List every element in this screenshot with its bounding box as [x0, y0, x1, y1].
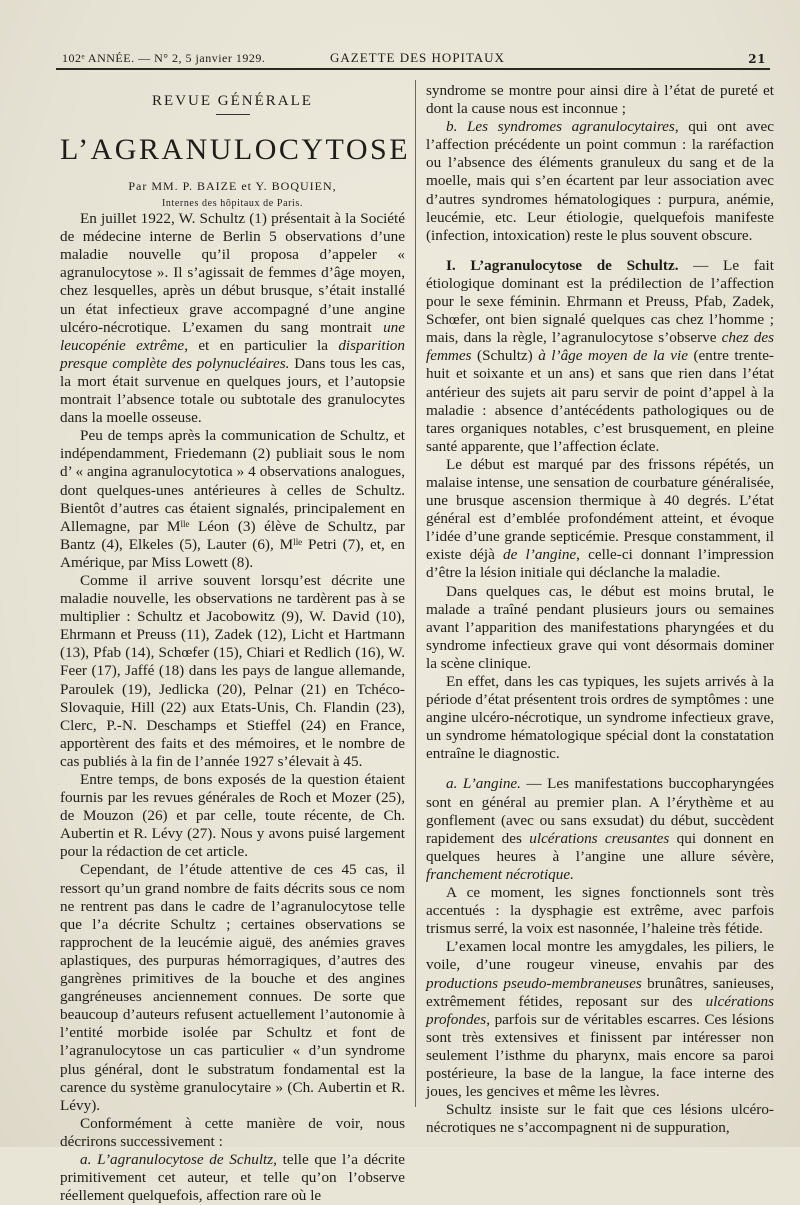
page-number: 21 — [748, 52, 766, 66]
paragraph: L’examen local montre les amygdales, les piliers, le voile, d’une rougeur vineuse, envahis par des productions pseudo-membraneuses brunâtres, sanieuses, extrêmement fétides, reposant sur des ulcérations profondes, parfois sur de véritables escarres. Ces lésions sont très extensives et finissent par intéresser non seulement l’isthme du pharynx, mais encore sa paroi postérieure, la base de la langue, la face interne des joues, les gencives et même les lèvres. — [426, 938, 774, 1101]
issue-info: 102ᵉ ANNÉE. — N° 2, 5 janvier 1929. — [62, 51, 266, 65]
author-affiliation: Internes des hôpitaux de Paris. — [161, 198, 304, 210]
section-rubric: REVUE GÉNÉRALE — [152, 93, 313, 109]
paragraph: Dans quelques cas, le début est moins brutal, le malade a traîné pendant plusieurs jours ou semaines avant l’apparition des manifestations pharyngées et du syndrome infectieux grave qui vont désormais dominer la scène clinique. — [426, 582, 774, 672]
rubric-dash — [216, 114, 250, 115]
column-divider — [415, 80, 416, 1107]
paragraph: A ce moment, les signes fonctionnels sont très accentués : la dysphagie est extrême, avec parfois trismus serré, la voix est nasonnée, l’haleine très fétide. — [426, 884, 774, 938]
paragraph: a. L’angine. — Les manifestations buccopharyngées sont en général au premier plan. A l’érythème et au gonflement (avec ou sans exsudat) du début, succèdent rapidement des ulcérations creusantes qui donnent en quelques heures à l’angine une allure sévère, franchement nécrotique. — [426, 775, 775, 883]
paragraph: b. Les syndromes agranulocytaires, qui ont avec l’affection précédente un point commun : la raréfaction ou l’absence des éléments granuleux du sang et de la moelle, mais qui s’en écartent par leur association avec d’autres syndromes hématologiques : purpura, anémie, leucémie, etc. Leur étiologie, quelquefois manifeste (infection, intoxication) reste le plus souvent obscure. — [426, 118, 774, 244]
header-rule — [56, 68, 770, 70]
paragraph: En juillet 1922, W. Schultz (1) présentait à la Société de médecine interne de Berlin 5 observations d’une maladie nouvelle qu’il proposa d’appeler « agranulocytose ». Il s’agissait de femmes d’âge moyen, chez lesquelles, après un début brusque, s’était installé un état infectieux grave accompagné d’une angine ulcéro-nécrotique. L’examen du sang montrait une leucopénie extrême, et en particulier la disparition presque complète des polynucléaires. Dans tous les cas, la mort était survenue en quelques jours, et l’autopsie montrait l’absence totale ou subtotale des granulocytes dans la moelle osseuse. — [60, 210, 405, 427]
section-gap — [426, 763, 774, 775]
article-title: L’AGRANULOCYTOSE — [60, 133, 411, 167]
section-gap — [426, 245, 774, 257]
paragraph: Entre temps, de bons exposés de la question étaient fournis par les revues générales de Roch et Mozer (25), de Mouzon (26) et par celle, toute récente, de Ch. Aubertin et R. Lévy (27). Nous y avons puisé largement pour la rédaction de cet article. — [60, 771, 405, 861]
paragraph: a. L’agranulocytose de Schultz, telle que l’a décrite primitivement cet auteur, et telle qu’on l’observe réellement quelquefois, affection rare où le — [60, 1150, 406, 1205]
article-authors: Par MM. P. BAIZE et Y. BOQUIEN, — [128, 179, 337, 194]
running-header — [62, 44, 766, 66]
paragraph: I. L’agranulocytose de Schultz. — Le fait étiologique dominant est la prédilection de l’affection pour le sexe féminin. Ehrmann et Preuss, Pfab, Zadek, Schœfer, ont bien signalé quelques cas chez l’homme ; mais, dans la règle, l’agranulocytose s’observe chez des femmes (Schultz) à l’âge moyen de la vie (entre trente-huit et soixante et un ans) et sans que rien dans l’état antérieur des sujets ait paru servir de point d’appel à la maladie : absence d’antécédents pathologiques ou de tares organiques notables, c’est brusquement, en pleine santé apparente, que l’affection éclate. — [426, 256, 775, 455]
paragraph: Cependant, de l’étude attentive de ces 45 cas, il ressort qu’un grand nombre de faits décrits sous ce nom ne rentrent pas dans le cadre de l’agranulocytose telle que l’a décrite Schultz ; certaines observations se rapprochent de la leucémie aiguë, des anémies graves aplastiques, des purpuras hémorragiques, d’autres des gangrènes primitives de la bouche et des angines gangréneuses anciennement connues. De sorte que beaucoup d’auteurs refusent actuellement l’autonomie à l’entité morbide isolée par Schultz et font de l’agranulocytose un cas particulier « d’un syndrome plus général, dont le substratum fondamental est la carence du système granulocytaire » (Ch. Aubertin et R. Lévy). — [60, 861, 405, 1114]
subsection-heading: a. L’angine. — [446, 775, 521, 793]
journal-title: GAZETTE DES HOPITAUX — [330, 50, 505, 65]
paragraph: syndrome se montre pour ainsi dire à l’état de pureté et dont la cause nous est inconnue ; — [426, 82, 774, 118]
right-column — [426, 82, 774, 1147]
paragraph: Le début est marqué par des frissons répétés, un malaise intense, une sensation de courbature généralisée, une brusque ascension thermique à 40 degrés. L’état général est d’emblée profondément atteint, et évoque l’idée d’une grande septicémie. Presque constamment, il existe déjà de l’angine, celle-ci donnant l’impression d’être la lésion initiale qui déclanche la maladie. — [426, 455, 774, 582]
paragraph: Comme il arrive souvent lorsqu’est décrite une maladie nouvelle, les observations ne tardèrent pas à se multiplier : Schultz et Jacobowitz (9), W. David (10), Ehrmann et Preuss (11), Zadek (12), Licht et Hartmann (13), Pfab (14), Schœfer (15), Chiari et Redlich (16), W. Feer (17), Jaffé (18) dans les pays de langue allemande, Paroulek (19), Jedlicka (20), Pelnar (21) en Tchéco-Slovaquie, Hill (22) aux Etats-Unis, Ch. Flandin (23), Clerc, P.-N. Deschamps et Stieffel (24) en France, apportèrent des faits et des mémoires, et le nombre de cas publiés à la fin de l’année 1927 s’élevait à 45. — [60, 571, 405, 770]
paragraph: En effet, dans les cas typiques, les sujets arrivés à la période d’état présentent trois ordres de symptômes : une angine ulcéro-nécrotique, un syndrome infectieux grave, un syndrome hématologique spécial dont la constatation entraîne le diagnostic. — [426, 673, 774, 763]
section-heading: I. L’agranulocytose de Schultz. — [446, 256, 679, 274]
left-column — [60, 82, 411, 1205]
paragraph: Conformément à cette manière de voir, nous décrirons successivement : — [60, 1114, 405, 1150]
paragraph: Schultz insiste sur le fait que ces lésions ulcéro-nécrotiques ne s’accompagnent ni de suppuration, — [426, 1101, 774, 1137]
paragraph: Peu de temps après la communication de Schultz, et indépendamment, Friedemann (2) publiait sous le nom d’ « angina agranulocytotica » 4 observations analogues, dont quelques-unes antérieures à celles de Schultz. Bientôt d’autres cas étaient signalés, principalement en Allemagne, par Mˡˡᵉ Léon (3) élève de Schultz, par Bantz (4), Elkeles (5), Lauter (6), Mˡˡᵉ Petri (7), et, en Amérique, par Miss Lowett (8). — [60, 427, 405, 571]
